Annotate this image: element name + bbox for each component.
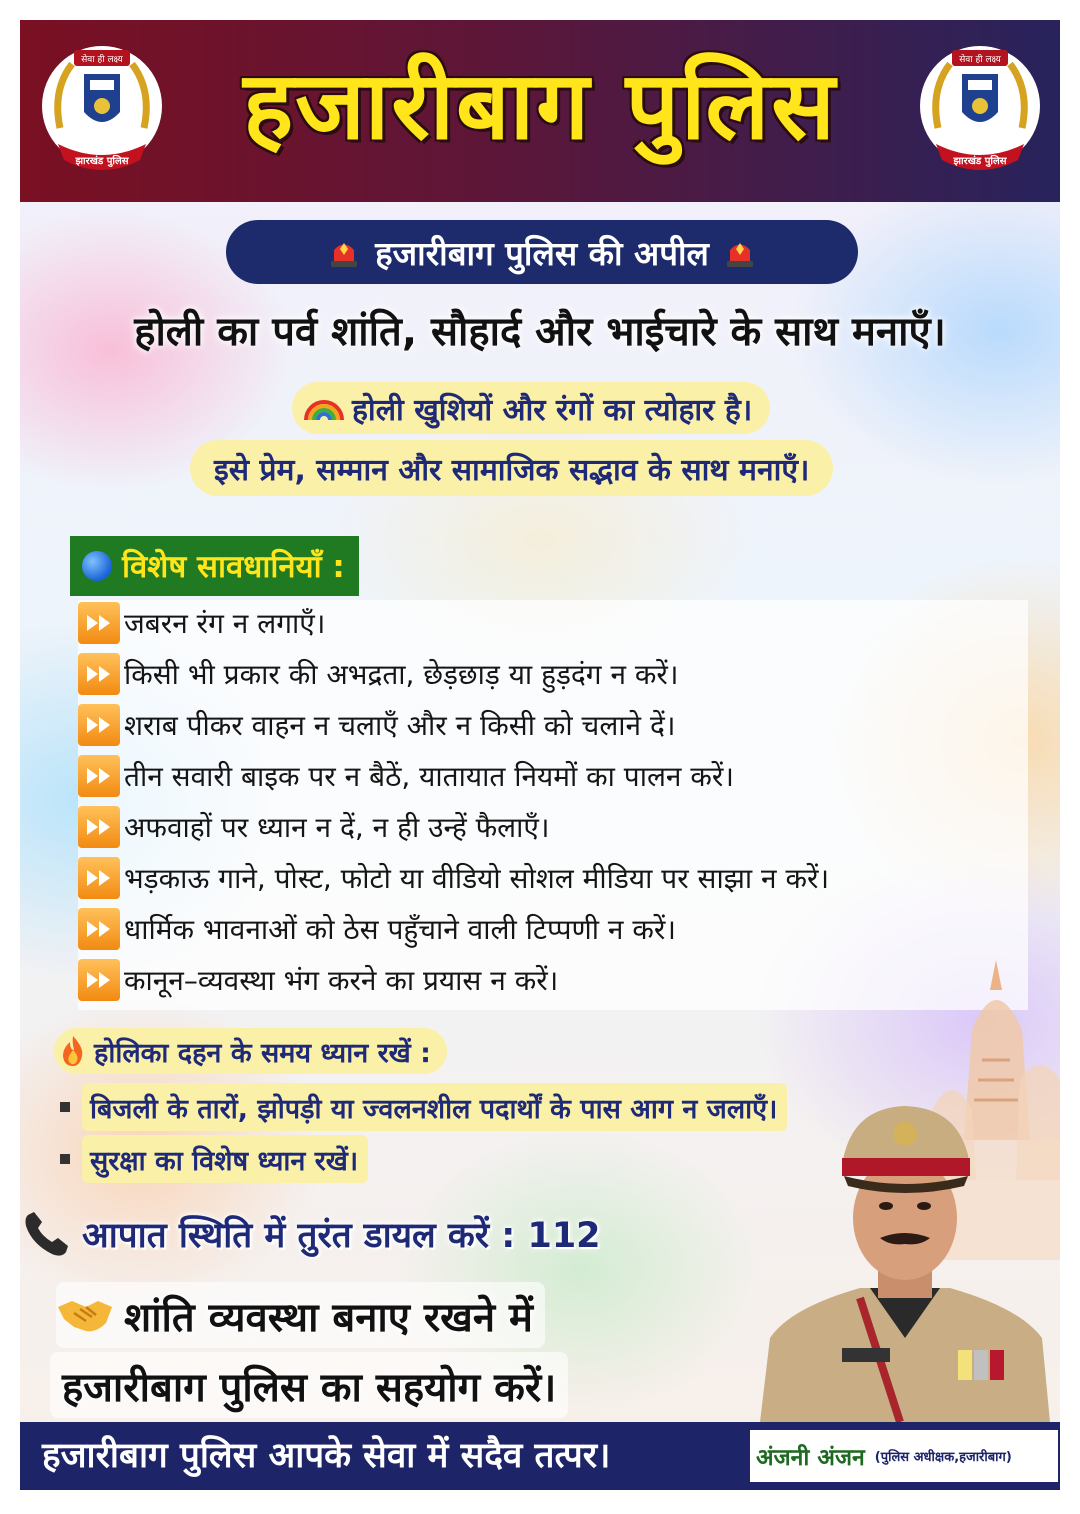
blue-circle-icon — [82, 551, 112, 581]
handshake-icon — [56, 1293, 114, 1337]
appeal-label: हजारीबाग पुलिस की अपील — [375, 233, 709, 273]
list-item: शराब पीकर वाहन न चलाएँ और न किसी को चलाने दें। — [78, 702, 675, 748]
header-banner — [20, 20, 1060, 202]
rainbow-icon — [304, 394, 344, 422]
svg-text:सेवा ही लक्ष्य: सेवा ही लक्ष्य — [959, 55, 1001, 65]
fast-forward-icon — [78, 908, 120, 950]
cooperation-line1 — [56, 1282, 545, 1348]
list-item: सुरक्षा का विशेष ध्यान रखें। — [60, 1134, 368, 1184]
emergency-line — [20, 1202, 601, 1266]
sub-message-line2: इसे प्रेम, सम्मान और सामाजिक सद्भाव के साथ मनाएँ। — [190, 440, 833, 496]
sub-message-line1-text: होली खुशियों और रंगों का त्योहार है। — [352, 392, 753, 428]
footer-bar — [20, 1422, 1060, 1490]
police-emblem-left — [38, 40, 166, 182]
header-title: हजारीबाग पुलिस — [243, 52, 837, 161]
list-item: किसी भी प्रकार की अभद्रता, छेड़छाड़ या हुड़दंग न करें। — [78, 651, 678, 697]
cooperation-line2-text: हजारीबाग पुलिस का सहयोग करें। — [62, 1364, 557, 1411]
fast-forward-icon — [78, 959, 120, 1001]
officer-portrait — [750, 1088, 1060, 1422]
cooperation-line2 — [50, 1352, 568, 1418]
siren-icon — [723, 235, 757, 269]
precautions-list — [78, 600, 1028, 1010]
holika-title-text: होलिका दहन के समय ध्यान रखें : — [94, 1037, 431, 1069]
bullet-icon — [60, 1102, 70, 1112]
emblem-banner: झारखंड पुलिस — [75, 156, 129, 167]
precautions-title — [70, 536, 359, 596]
appeal-banner — [226, 220, 858, 284]
svg-text:झारखंड पुलिस: झारखंड पुलिस — [953, 156, 1007, 167]
officer-designation: (पुलिस अधीक्षक,हजारीबाग) — [874, 1450, 1012, 1465]
fast-forward-icon — [78, 857, 120, 899]
officer-name: अंजनी अंजन — [756, 1445, 865, 1471]
poster — [20, 20, 1060, 1490]
fire-icon — [58, 1034, 88, 1068]
fast-forward-icon — [78, 653, 120, 695]
sub-message-line1 — [292, 382, 770, 434]
holika-title — [54, 1028, 447, 1074]
emergency-text: आपात स्थिति में तुरंत डायल करें : 112 — [82, 1215, 601, 1256]
list-item: भड़काऊ गाने, पोस्ट, फोटो या वीडियो सोशल मीडिया पर साझा न करें। — [78, 855, 829, 901]
phone-icon — [20, 1206, 76, 1262]
fast-forward-icon — [78, 602, 120, 644]
cooperation-line1-text: शांति व्यवस्था बनाए रखने में — [124, 1294, 533, 1341]
fast-forward-icon — [78, 755, 120, 797]
emblem-motto: सेवा ही लक्ष्य — [81, 55, 123, 65]
list-item: जबरन रंग न लगाएँ। — [78, 600, 325, 646]
officer-name-box — [748, 1428, 1060, 1484]
footer-slogan: हजारीबाग पुलिस आपके सेवा में सदैव तत्पर। — [42, 1436, 611, 1476]
fast-forward-icon — [78, 704, 120, 746]
list-item: तीन सवारी बाइक पर न बैठें, यातायात नियमों का पालन करें। — [78, 753, 734, 799]
list-item: कानून–व्यवस्था भंग करने का प्रयास न करें। — [78, 957, 558, 1003]
police-emblem-right — [916, 40, 1044, 182]
precautions-title-text: विशेष सावधानियाँ : — [122, 549, 345, 585]
bullet-icon — [60, 1154, 70, 1164]
list-item: बिजली के तारों, झोपड़ी या ज्वलनशील पदार्थों के पास आग न जलाएँ। — [60, 1082, 787, 1132]
siren-icon — [327, 235, 361, 269]
main-message: होली का पर्व शांति, सौहार्द और भाईचारे के साथ मनाएँ। — [134, 309, 946, 355]
list-item: अफवाहों पर ध्यान न दें, न ही उन्हें फैलाएँ। — [78, 804, 550, 850]
fast-forward-icon — [78, 806, 120, 848]
list-item: धार्मिक भावनाओं को ठेस पहुँचाने वाली टिप्पणी न करें। — [78, 906, 676, 952]
